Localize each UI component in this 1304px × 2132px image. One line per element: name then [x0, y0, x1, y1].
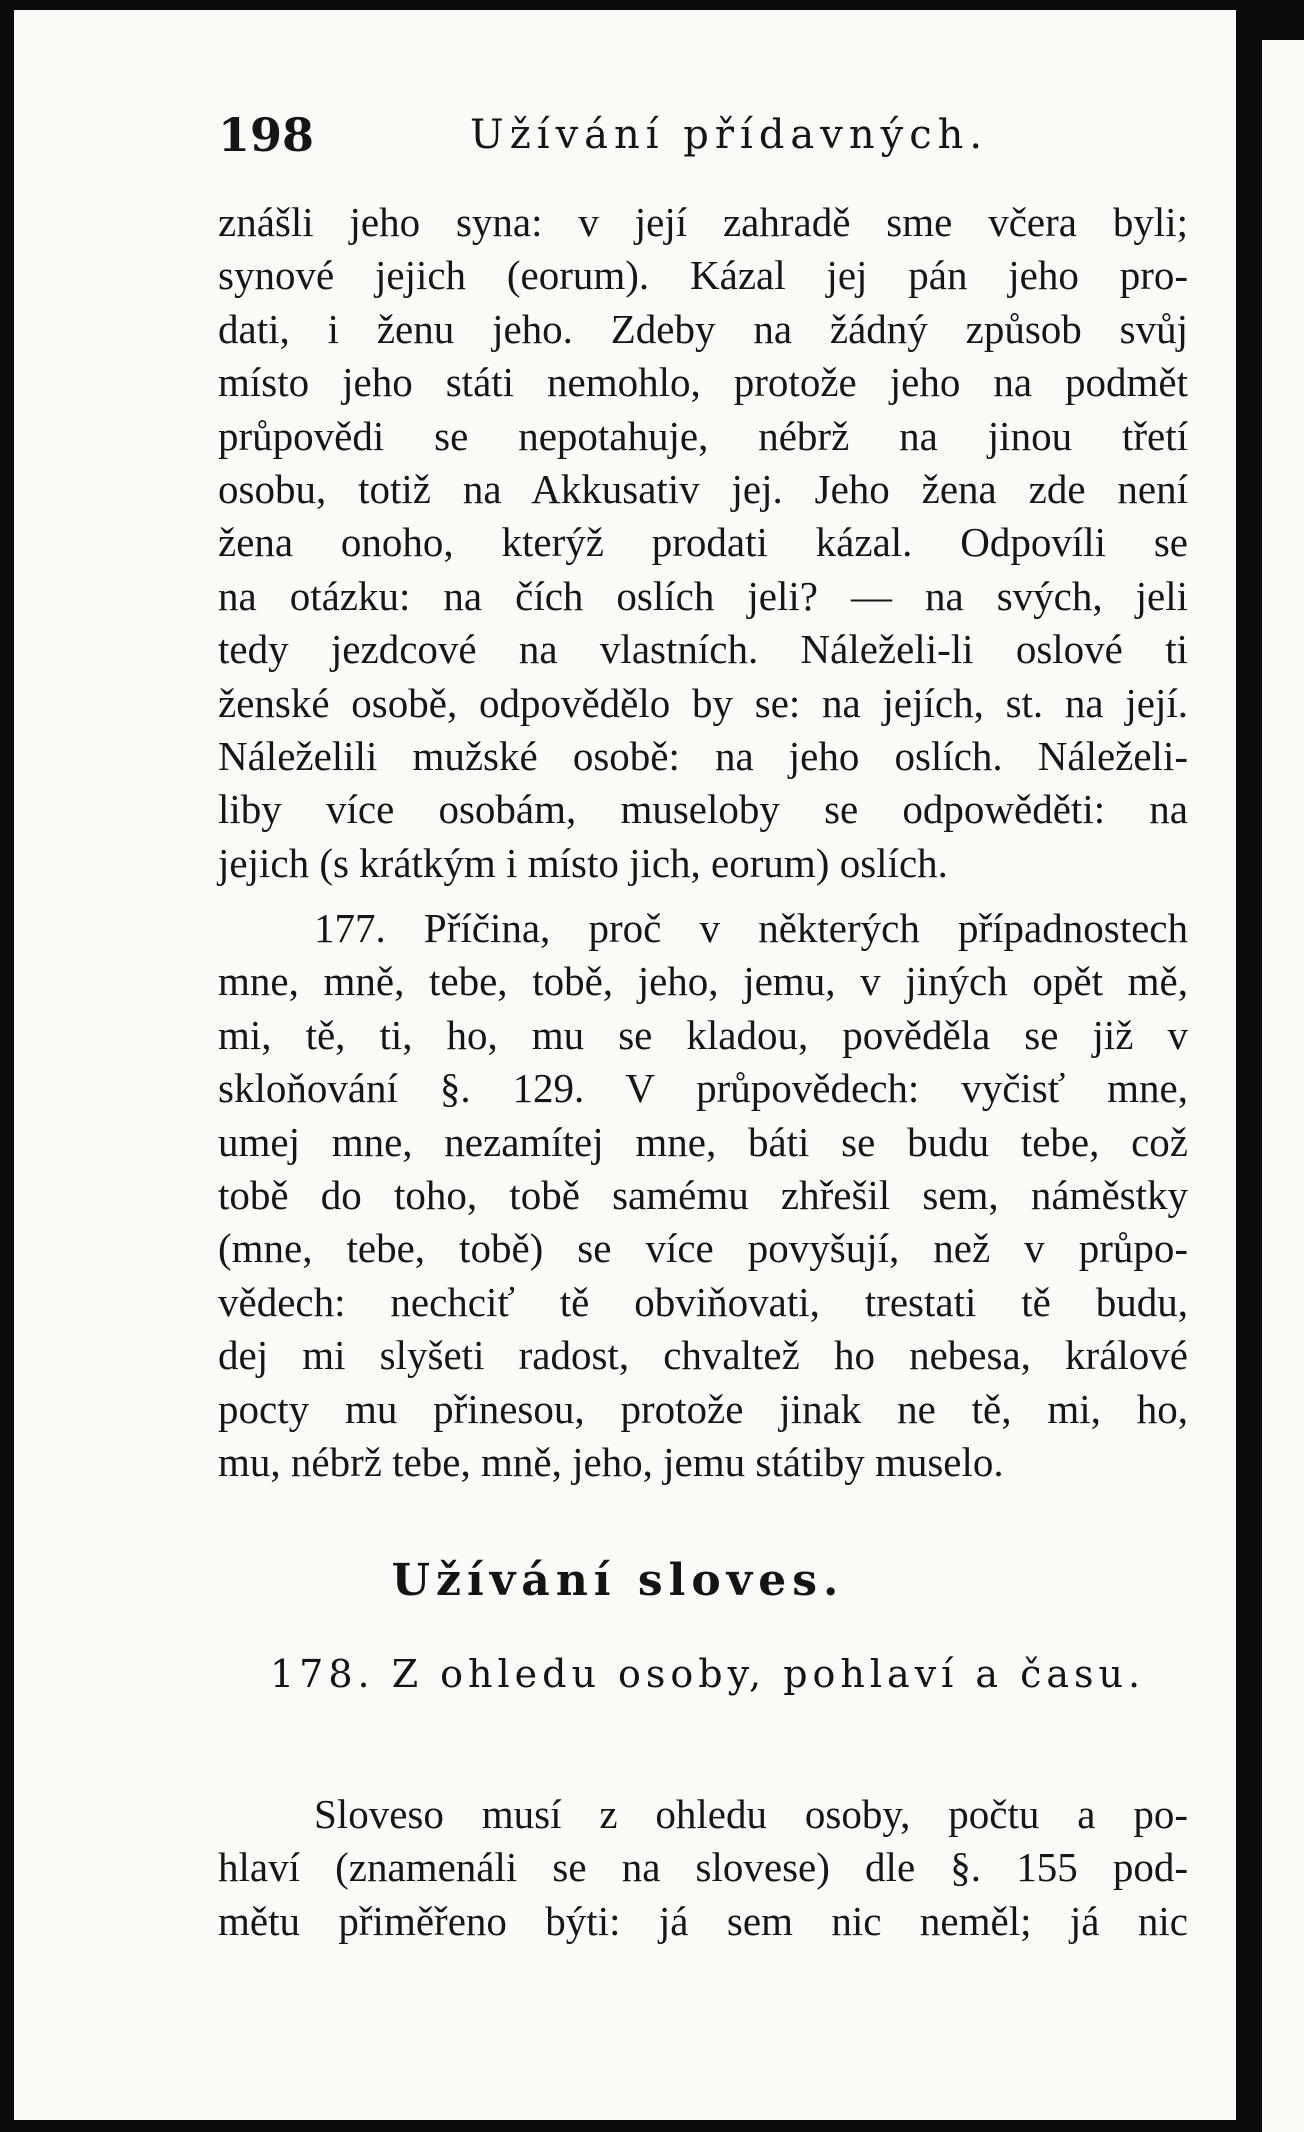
text-line: na otázku: na čích oslích jeli? — na svých, jeli	[218, 572, 1188, 619]
text-line: tedy jezdcové na vlastních. Náleželi-li oslové ti	[218, 626, 1188, 673]
text-line: hlaví (znamenáli se na slovese) dle §. 155 pod-	[218, 1844, 1188, 1891]
text-line: synové jejich (eorum). Kázal jej pán jeho pro-	[218, 252, 1188, 299]
text-line: znášli jeho syna: v její zahradě sme včera byli;	[218, 199, 1188, 245]
text-line: mu, nébrž tebe, mně, jeho, jemu státiby muselo.	[218, 1439, 1004, 1486]
text-line: Náleželili mužské osobě: na jeho oslích. Náleželi-	[218, 733, 1188, 780]
text-line: Sloveso musí z ohledu osoby, počtu a po-	[314, 1791, 1188, 1837]
text-line: pocty mu přinesou, protože jinak ne tě, mi, ho,	[218, 1385, 1188, 1432]
text-line: 177. Příčina, proč v některých případnostech	[314, 905, 1188, 951]
text-line: mne, mně, tebe, tobě, jeho, jemu, v jiných opět mě,	[218, 958, 1188, 1005]
paragraph-1	[218, 196, 1188, 890]
subsection-heading: 178. Z ohledu osoby, pohlaví a času.	[270, 1652, 1146, 1696]
text-line: vědech: nechciť tě obviňovati, trestati tě budu,	[218, 1278, 1188, 1325]
running-head	[218, 108, 1198, 168]
text-line: průpovědi se nepotahuje, nébrž na jinou třetí	[218, 412, 1188, 459]
text-line: dati, i ženu jeho. Zdeby na žádný způsob svůj	[218, 305, 1188, 352]
page-number: 198	[218, 108, 315, 162]
text-line: mětu přiměřeno býti: já sem nic neměl; já nic	[218, 1897, 1188, 1944]
text-line: umej mne, nezamítej mne, báti se budu tebe, což	[218, 1118, 1188, 1165]
text-line: skloňování §. 129. V průpovědech: vyčisť mne,	[218, 1065, 1188, 1112]
running-title: Užívání přídavných.	[470, 112, 989, 158]
text-line: mi, tě, ti, ho, mu se kladou, pověděla se již v	[218, 1011, 1188, 1058]
section-heading: Užívání sloves.	[391, 1555, 845, 1606]
next-page-edge	[1262, 40, 1304, 2132]
text-line: (mne, tebe, tobě) se více povyšují, než v průpo-	[218, 1225, 1188, 1272]
text-line: dej mi slyšeti radost, chvaltež ho nebesa, králové	[218, 1332, 1188, 1379]
text-line: jejich (s krátkým i místo jich, eorum) oslích.	[218, 839, 948, 886]
paragraph-3	[218, 1788, 1188, 1948]
text-line: osobu, totiž na Akkusativ jej. Jeho žena zde není	[218, 466, 1188, 513]
binding-gutter	[1236, 0, 1262, 2132]
text-line: místo jeho státi nemohlo, protože jeho na podmět	[218, 359, 1188, 406]
text-line: liby více osobám, museloby se odpowěděti: na	[218, 786, 1188, 833]
paragraph-2	[218, 902, 1188, 1489]
text-line: ženské osobě, odpovědělo by se: na jejích, st. na její.	[218, 679, 1188, 726]
text-line: žena onoho, kterýž prodati kázal. Odpovíli se	[218, 519, 1188, 566]
text-line: tobě do toho, tobě samému zhřešil sem, náměstky	[218, 1172, 1188, 1219]
